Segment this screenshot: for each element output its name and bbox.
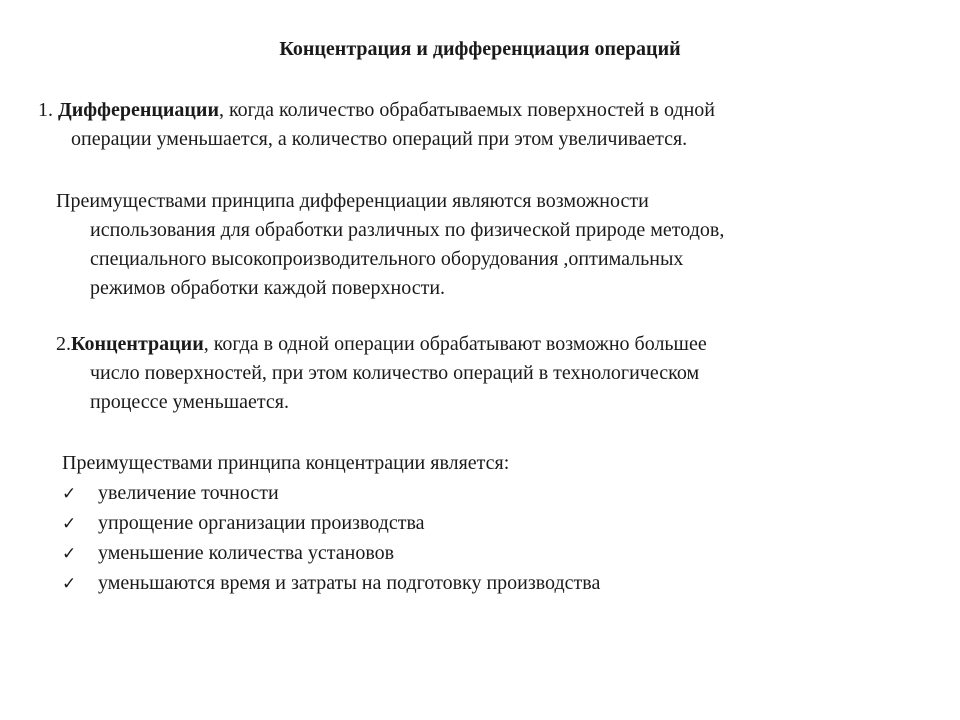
item-differentiation-line2: операции уменьшается, а количество операций при этом увеличивается. (71, 128, 688, 150)
item-concentration-line3: процессе уменьшается. (90, 391, 289, 413)
list-item-text: уменьшаются время и затраты на подготовку производства (98, 572, 601, 594)
item-number: 2. (56, 333, 71, 355)
checkmark-icon: ✓ (62, 484, 77, 504)
term-concentration: Концентрации (71, 333, 204, 355)
checkmark-icon: ✓ (62, 514, 77, 534)
list-item (62, 479, 600, 509)
item-concentration-line2: число поверхностей, при этом количество операций в технологическом (90, 362, 700, 384)
list-item-text: упрощение организации производства (98, 512, 425, 534)
term-differentiation: Дифференциации (58, 99, 219, 121)
item-concentration (56, 330, 916, 417)
item-text: , когда в одной операции обрабатывают возможно большее (203, 333, 707, 355)
concentration-advantages-title: Преимуществами принципа концентрации является: (62, 452, 510, 474)
concentration-advantages-list (62, 479, 600, 599)
differentiation-advantages (56, 187, 916, 303)
item-number: 1. (38, 99, 58, 121)
checkmark-icon: ✓ (62, 574, 77, 594)
item-differentiation-line1 (38, 96, 898, 125)
list-item-text: увеличение точности (98, 482, 279, 504)
adv-line: специального высокопроизводительного оборудования ,оптимальных (90, 248, 684, 270)
item-differentiation (38, 96, 898, 154)
checkmark-icon: ✓ (62, 544, 77, 564)
adv-line: использования для обработки различных по физической природе методов, (90, 219, 725, 241)
list-item (62, 539, 600, 569)
list-item-text: уменьшение количества установов (98, 542, 395, 564)
item-concentration-line1 (56, 330, 916, 359)
list-item (62, 509, 600, 539)
item-text: , когда количество обрабатываемых поверхностей в одной (218, 99, 715, 121)
adv-line: Преимуществами принципа дифференциации являются возможности (56, 190, 649, 212)
adv-line: режимов обработки каждой поверхности. (90, 277, 446, 299)
slide-title: Концентрация и дифференциация операций (279, 38, 681, 60)
list-item (62, 569, 600, 599)
